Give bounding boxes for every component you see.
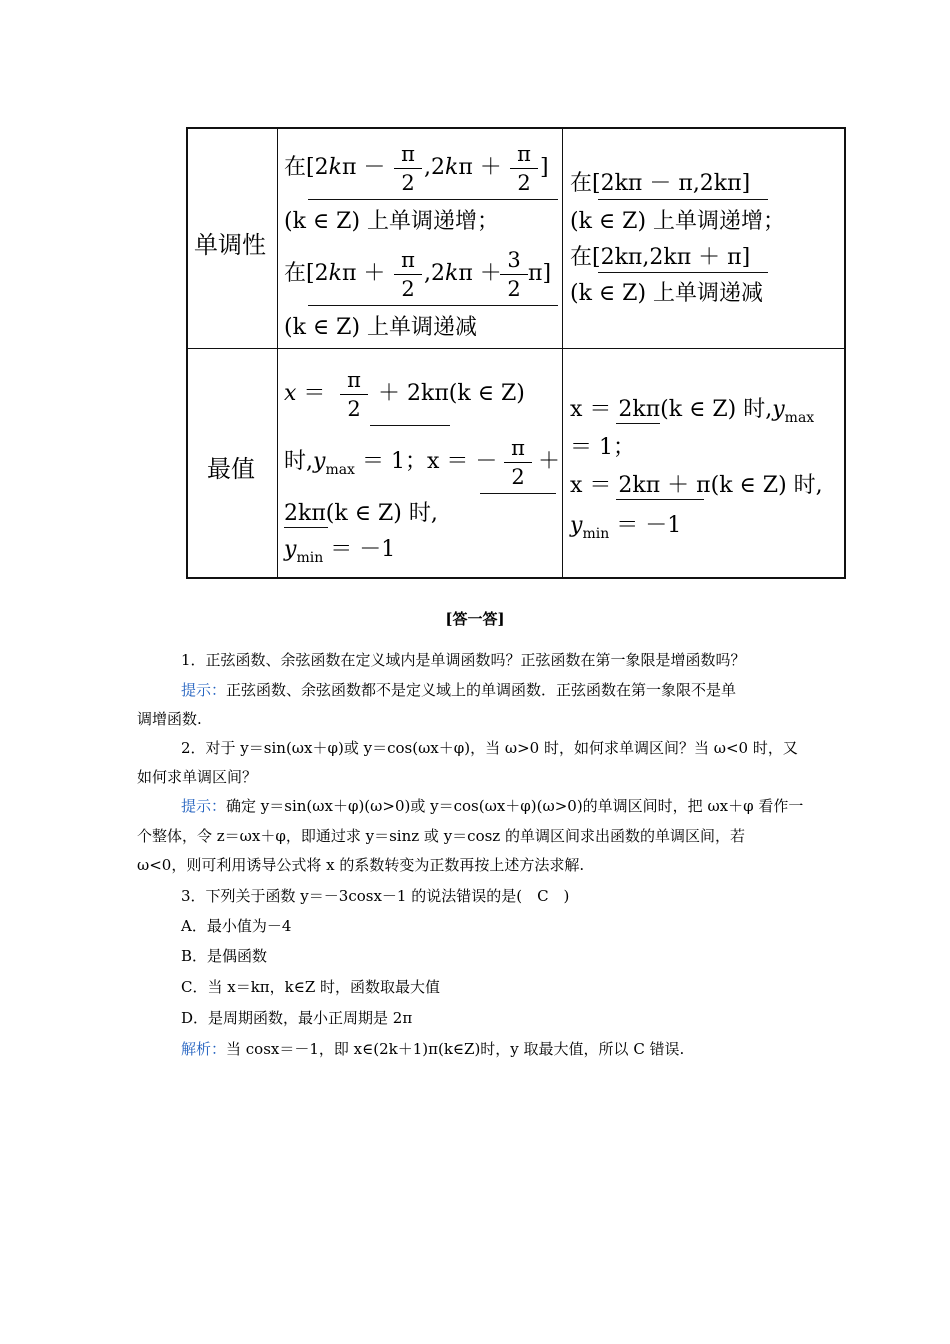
fraction-3-over-2: 3 2 [500,247,528,302]
sine-min-value: $y_{min} = -1$ [284,537,396,566]
sine-max-value: 时$,y_{max} = 1$；x ＝ － [284,449,498,478]
table-col-divider-2 [562,129,563,577]
sine-decreasing-condition: (k ∈ Z) 上单调递减 [284,315,478,340]
cosine-max-condition: x ＝ 2kπ(k ∈ Z) 时$,y_{max}$ [570,397,815,426]
cosine-min-value: $y_{min} = -1$ [570,513,682,542]
sine-min-condition: 2kπ(k ∈ Z) 时, [284,501,438,526]
section-title: [答一答] [445,610,505,628]
question-2: 2．对于 y＝sin(ωx＋φ)或 y＝cos(ωx＋φ)，当 ω>0 时，如何求单调区间？当 ω<0 时，又 [181,739,798,757]
cosine-min-condition: x ＝ 2kπ ＋ π(k ∈ Z) 时, [570,473,823,498]
sine-increasing-interval: 在[2kπ － [284,155,386,180]
analysis-label: 解析： [181,1040,227,1058]
option-d: D．是周期函数，最小正周期是 2π [181,1009,413,1027]
fraction-pi-over-2: π 2 [504,435,532,490]
sine-max-condition: ＋ 2kπ(k ∈ Z) [378,381,525,406]
option-a: A．最小值为－4 [181,917,292,935]
fraction-pi-over-2: π 2 [394,141,422,196]
cosine-decreasing-condition: (k ∈ Z) 上单调递减 [570,281,764,306]
analysis: 解析：当 cosx＝－1，即 x∈(2k＋1)π(k∈Z)时，y 取最大值，所以 C 错误. [181,1040,685,1058]
fraction-pi-over-2: π 2 [394,247,422,302]
hint-label: 提示： [181,797,227,815]
question-1: 1．正弦函数、余弦函数在定义域内是单调函数吗？正弦函数在第一象限是增函数吗？ [181,651,746,669]
fraction-pi-over-2: π 2 [510,141,538,196]
hint-label: 提示： [181,681,227,699]
sine-increasing-condition: (k ∈ Z) 上单调递增； [284,209,500,234]
monotonicity-extrema-table: 单调性 最值 在[2kπ － π 2 ,2kπ ＋ π 2 ] (k ∈ Z) 上单调递增； 在[2kπ ＋ π 2 ,2kπ ＋ 3 2 π] (k ∈ Z) 上单调递减 在[2kπ － π,2kπ] (k ∈ Z) 上单调递增； 在[2kπ,2kπ ＋ π] (k ∈ Z) 上单调递减 x ＝ π 2 ＋ 2kπ(k ∈ Z) 时$,y_{max} = 1$；x ＝ － π 2 ＋ 2kπ(k ∈ Z) 时, $y_{min} = -1$ x ＝ 2kπ(k ∈ Z) 时$,y_{max}$ ＝ 1； x ＝ 2kπ ＋ π(k ∈ Z) 时, $y_{min} = -1$ [186,127,846,579]
fraction-pi-over-2: π 2 [340,367,368,422]
question-2-hint: 提示：确定 y＝sin(ωx＋φ)(ω>0)或 y＝cos(ωx＋φ)(ω>0)的单调区间时，把 ωx＋φ 看作一 [181,797,804,815]
question-1-hint: 提示：正弦函数、余弦函数都不是定义域上的单调函数．正弦函数在第一象限不是单 [181,681,737,699]
sine-decreasing-interval: 在[2kπ ＋ [284,261,386,286]
row-header-monotonicity: 单调性 [194,231,266,259]
option-b: B．是偶函数 [181,947,268,965]
row-header-extrema: 最值 [207,455,255,483]
cosine-decreasing-interval: 在[2kπ,2kπ ＋ π] [570,245,751,270]
table-col-divider-1 [277,129,278,577]
cosine-increasing-condition: (k ∈ Z) 上单调递增； [570,209,786,234]
question-3: 3．下列关于函数 y＝－3cosx－1 的说法错误的是( C ) [181,887,570,905]
option-c: C．当 x＝kπ，k∈Z 时，函数取最大值 [181,978,441,996]
cosine-max-value: ＝ 1； [570,435,635,460]
table-row-divider [188,348,844,349]
cosine-increasing-interval: 在[2kπ － π,2kπ] [570,171,751,196]
